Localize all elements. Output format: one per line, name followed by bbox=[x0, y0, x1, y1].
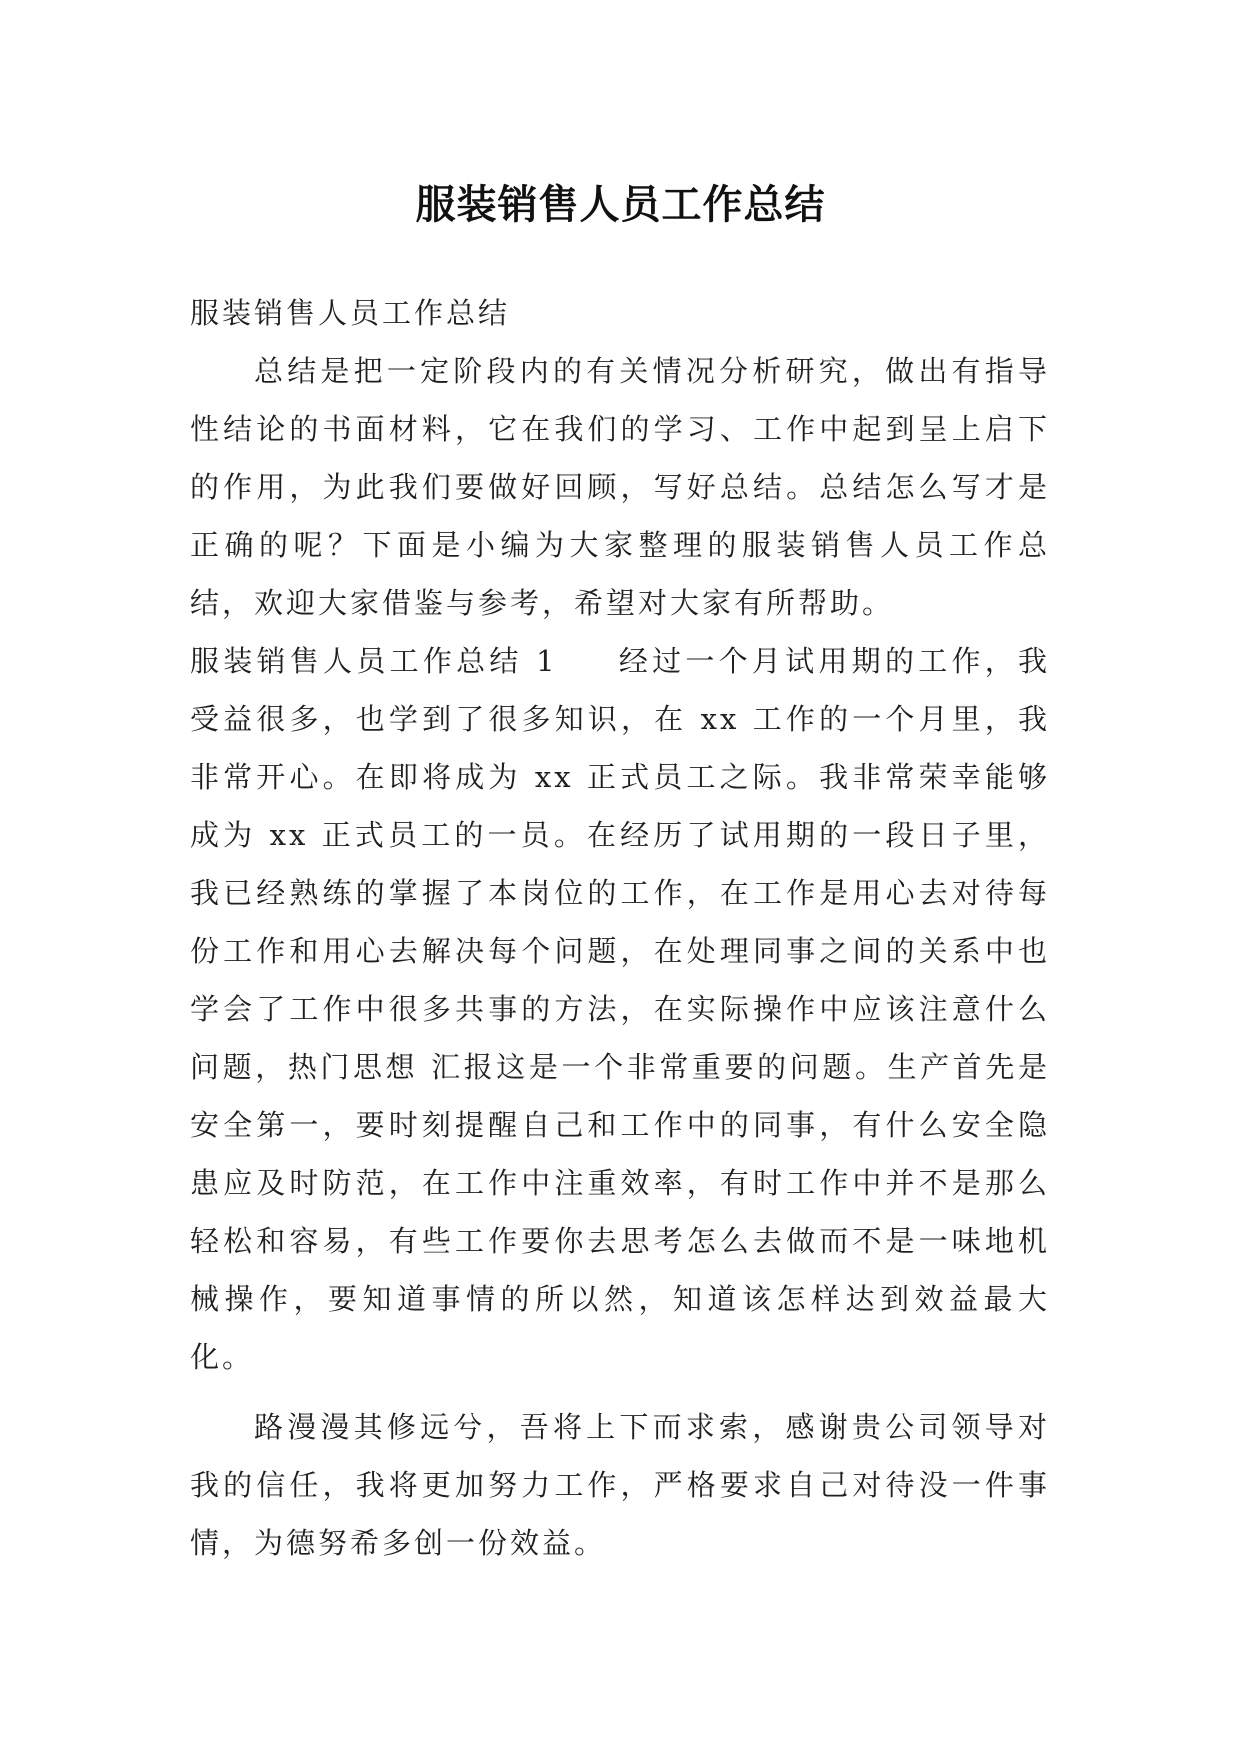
section-1-body: 经过一个月试用期的工作，我受益很多，也学到了很多知识，在 xx 工作的一个月里，我非常开心。在即将成为 xx 正式员工之际。我非常荣幸能够成为 xx 正式员工的一员。在经历了试用期的一段日子里，我已经熟练的掌握了本岗位的工作，在工作是用心去对待每份工作和用心去解决每个问题，在处理同事之间的关系中也学会了工作中很多共事的方法，在实际操作中应该注意什么问题，热门思想 汇报这是一个非常重要的问题。生产首先是安全第一，要时刻提醒自己和工作中的同事，有什么安全隐患应及时防范，在工作中注重效率，有时工作中并不是那么轻松和容易，有些工作要你去思考怎么去做而不是一味地机械操作，要知道事情的所以然，知道该怎样达到效益最大化。 bbox=[190, 644, 1050, 1374]
document-body bbox=[190, 284, 1050, 1572]
intro-paragraph: 总结是把一定阶段内的有关情况分析研究，做出有指导性结论的书面材料，它在我们的学习、工作中起到呈上启下的作用，为此我们要做好回顾，写好总结。总结怎么写才是正确的呢？下面是小编为大家整理的服装销售人员工作总结，欢迎大家借鉴与参考，希望对大家有所帮助。 bbox=[190, 354, 1050, 620]
section-1-paragraph bbox=[190, 632, 1050, 1386]
section-1-heading: 服装销售人员工作总结 1 bbox=[190, 644, 558, 678]
subtitle-line: 服装销售人员工作总结 bbox=[190, 296, 511, 330]
document-title: 服装销售人员工作总结 bbox=[415, 180, 826, 228]
closing-paragraph: 路漫漫其修远兮，吾将上下而求索，感谢贵公司领导对我的信任，我将更加努力工作，严格要求自己对待没一件事情，为德努希多创一份效益。 bbox=[190, 1410, 1050, 1560]
